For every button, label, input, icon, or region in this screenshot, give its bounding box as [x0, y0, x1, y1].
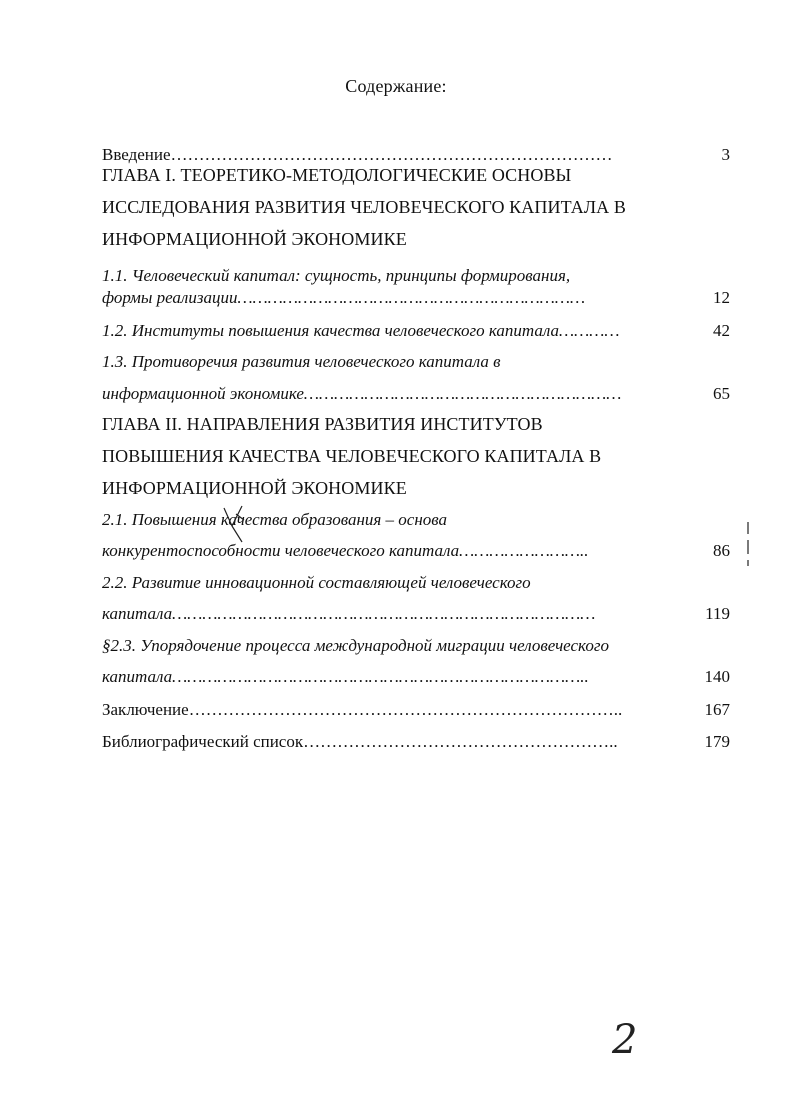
toc-entry-bibliography	[102, 731, 730, 753]
toc-entry-title-line-2: капитала	[102, 667, 173, 686]
leader-dots: …………………………………………………………………………	[172, 604, 596, 623]
toc-entry-title-line-1: 1.3. Противоречия развития человеческого капитала в	[102, 352, 501, 371]
leader-dots: ………………………………………………………	[303, 384, 622, 403]
toc-page-number: 179	[699, 731, 731, 753]
toc-entry-conclusion	[102, 699, 730, 721]
chapter-2-heading-line-2: ПОВЫШЕНИЯ КАЧЕСТВА ЧЕЛОВЕЧЕСКОГО КАПИТАЛА В	[102, 446, 602, 466]
chapter-1-heading-line-3: ИНФОРМАЦИОННОЙ ЭКОНОМИКЕ	[102, 229, 407, 249]
page-number-text: 2	[612, 1017, 638, 1063]
leader-dots: ……………………………………………………………………	[170, 145, 613, 164]
leader-dots: ………………………………………………..	[303, 732, 618, 751]
toc-entry-title-line-2: информационной экономике	[102, 384, 304, 403]
toc-entry-label: Введение	[102, 145, 171, 164]
toc-page-number: 65	[707, 383, 730, 405]
toc-entry-title-line-2: конкурентоспособности человеческого капитала	[102, 541, 460, 560]
toc-page-number: 3	[716, 144, 731, 166]
toc-page-number: 12	[707, 287, 730, 309]
toc-entry-1-1	[102, 265, 730, 309]
toc-page-number: 119	[699, 603, 730, 625]
toc-page-number: 86	[707, 540, 730, 562]
toc-entry-label: Заключение	[102, 700, 189, 719]
leader-dots: …………………………………………………………………..	[188, 700, 623, 719]
toc-entry-1-2	[102, 320, 730, 342]
leader-dots: ………………………………………………………………………..	[172, 667, 589, 686]
chapter-2-heading-line-1: ГЛАВА II. НАПРАВЛЕНИЯ РАЗВИТИЯ ИНСТИТУТОВ	[102, 414, 543, 434]
toc-page-number: 140	[699, 666, 731, 688]
toc-entry-2-1	[102, 509, 730, 562]
toc-entry-title-line-1: 1.1. Человеческий капитал: сущность, принципы формирования,	[102, 266, 571, 285]
chapter-1-heading-line-1: ГЛАВА I. ТЕОРЕТИКО-МЕТОДОЛОГИЧЕСКИЕ ОСНОВЫ	[102, 165, 572, 185]
toc-page-number: 42	[707, 320, 730, 342]
toc-entry-2-2	[102, 572, 730, 625]
toc-entry-title-line-2: капитала	[102, 604, 173, 623]
scan-margin-mark	[744, 520, 752, 570]
chapter-2-heading-line-3: ИНФОРМАЦИОННОЙ ЭКОНОМИКЕ	[102, 478, 407, 498]
toc-entry-title-line-1: 2.2. Развитие инновационной составляющей человеческого	[102, 573, 531, 592]
toc-entry-title-line-1: 2.1. Повышения качества образования – основа	[102, 510, 448, 529]
toc-page-number: 167	[699, 699, 731, 721]
toc-entry-title: 1.2. Институты повышения качества человеческого капитала	[102, 321, 559, 340]
toc-entry-intro	[102, 144, 730, 166]
handwritten-page-number	[612, 1017, 660, 1068]
leader-dots: …………	[559, 321, 620, 340]
toc-entry-title-line-1: §2.3. Упорядочение процесса международной миграции человеческого	[102, 636, 609, 655]
toc-entry-2-3	[102, 635, 730, 688]
leader-dots: ……………………………………………………………	[237, 288, 586, 307]
chapter-1-heading-line-2: ИССЛЕДОВАНИЯ РАЗВИТИЯ ЧЕЛОВЕЧЕСКОГО КАПИТАЛА В	[102, 197, 626, 217]
leader-dots: ……………………..	[459, 541, 589, 560]
toc-entry-title-line-2: формы реализации	[102, 288, 238, 307]
handwritten-correction-mark	[218, 504, 254, 546]
contents-title: Содержание:	[345, 76, 447, 96]
toc-entry-label: Библиографический список	[102, 732, 304, 751]
toc-entry-1-3	[102, 351, 730, 405]
